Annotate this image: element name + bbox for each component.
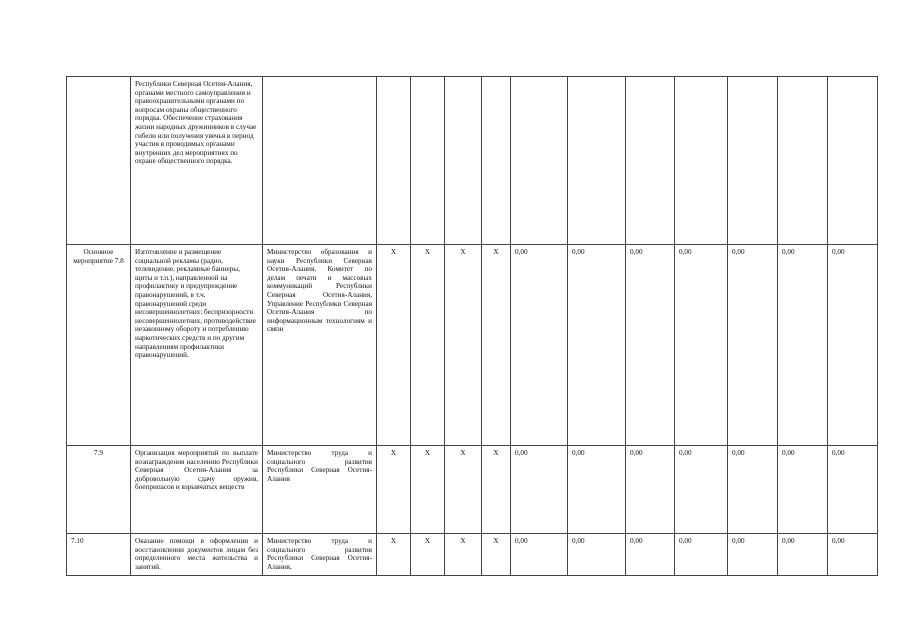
mark-cell <box>445 77 482 245</box>
value-cell: 0,00 <box>675 245 728 446</box>
value-cell: 0,00 <box>626 446 675 534</box>
value-cell: 0,00 <box>778 446 828 534</box>
mark-cell: X <box>482 446 511 534</box>
value-cell: 0,00 <box>626 245 675 446</box>
activity-code-cell: 7.9 <box>67 446 131 534</box>
program-activities-table <box>66 76 878 576</box>
mark-cell: X <box>411 446 445 534</box>
value-cell <box>828 77 878 245</box>
value-cell: 0,00 <box>675 534 728 576</box>
mark-cell: X <box>377 534 411 576</box>
value-cell: 0,00 <box>568 446 626 534</box>
activity-code-cell <box>67 77 131 245</box>
mark-cell: X <box>377 245 411 446</box>
value-cell: 0,00 <box>728 534 778 576</box>
mark-cell <box>377 77 411 245</box>
mark-cell: X <box>377 446 411 534</box>
activity-name-cell: Организация мероприятий по выплате вознаграждения населению Республики Северная Осетия-Алания за добровольную сдачу оружия, боеприпасов и взрывчатых веществ <box>131 446 263 534</box>
value-cell <box>728 77 778 245</box>
executor-cell: Министерство труда и социального развития Республики Северная Осетия-Алания <box>263 446 377 534</box>
value-cell: 0,00 <box>511 245 568 446</box>
value-cell: 0,00 <box>828 446 878 534</box>
value-cell <box>675 77 728 245</box>
value-cell <box>778 77 828 245</box>
mark-cell: X <box>445 534 482 576</box>
value-cell <box>568 77 626 245</box>
value-cell <box>626 77 675 245</box>
executor-cell <box>263 77 377 245</box>
value-cell: 0,00 <box>728 245 778 446</box>
activity-code-cell: Основное мероприятие 7.8 <box>67 245 131 446</box>
value-cell: 0,00 <box>626 534 675 576</box>
mark-cell <box>411 77 445 245</box>
value-cell: 0,00 <box>675 446 728 534</box>
value-cell: 0,00 <box>778 534 828 576</box>
activity-name-cell: Оказание помощи в оформлении и восстановлении документов лицам без определенного места жительства и занятий. <box>131 534 263 576</box>
mark-cell: X <box>411 534 445 576</box>
value-cell: 0,00 <box>778 245 828 446</box>
value-cell: 0,00 <box>568 245 626 446</box>
value-cell: 0,00 <box>828 245 878 446</box>
mark-cell: X <box>445 245 482 446</box>
activity-code-cell: 7.10 <box>67 534 131 576</box>
table-row <box>67 446 878 534</box>
value-cell: 0,00 <box>511 534 568 576</box>
mark-cell: X <box>482 245 511 446</box>
table-row <box>67 77 878 245</box>
activity-name-cell: Республики Северная Осетия-Алания, органами местного самоуправления и правоохранительными органами по вопросам охраны общественного порядка. Обеспечение страхования жизни народных дружинников в случае гибели или получения увечья в период участия в проводимых органами внутренних дел мероприятиях по охране общественного порядка. <box>131 77 263 245</box>
mark-cell <box>482 77 511 245</box>
activity-name-cell: Изготовление и размещение социальной рекламы (радио, телевидение, рекламные баннеры, щиты и т.п.), направленной на профилактику и предупреждение правонарушений, в т.ч. правонарушений среди несовершеннолетних: беспризорности несовершеннолетних, противодействие незаконному обороту и потреблению наркотических средств и по другим направлениям профилактики правонарушений. <box>131 245 263 446</box>
value-cell: 0,00 <box>728 446 778 534</box>
mark-cell: X <box>445 446 482 534</box>
value-cell <box>511 77 568 245</box>
table-row <box>67 534 878 576</box>
mark-cell: X <box>411 245 445 446</box>
table-row <box>67 245 878 446</box>
value-cell: 0,00 <box>568 534 626 576</box>
executor-cell: Министерство образования и науки Республики Северная Осетия-Алания, Комитет по делам печати и массовых коммуникаций Республики Северная Осетия-Алания, Управление Республики Северная Осетия-Алания по информационным технологиям и связи <box>263 245 377 446</box>
mark-cell: X <box>482 534 511 576</box>
value-cell: 0,00 <box>511 446 568 534</box>
value-cell: 0,00 <box>828 534 878 576</box>
executor-cell: Министерство труда и социального развития Республики Северная Осетия-Алания, <box>263 534 377 576</box>
